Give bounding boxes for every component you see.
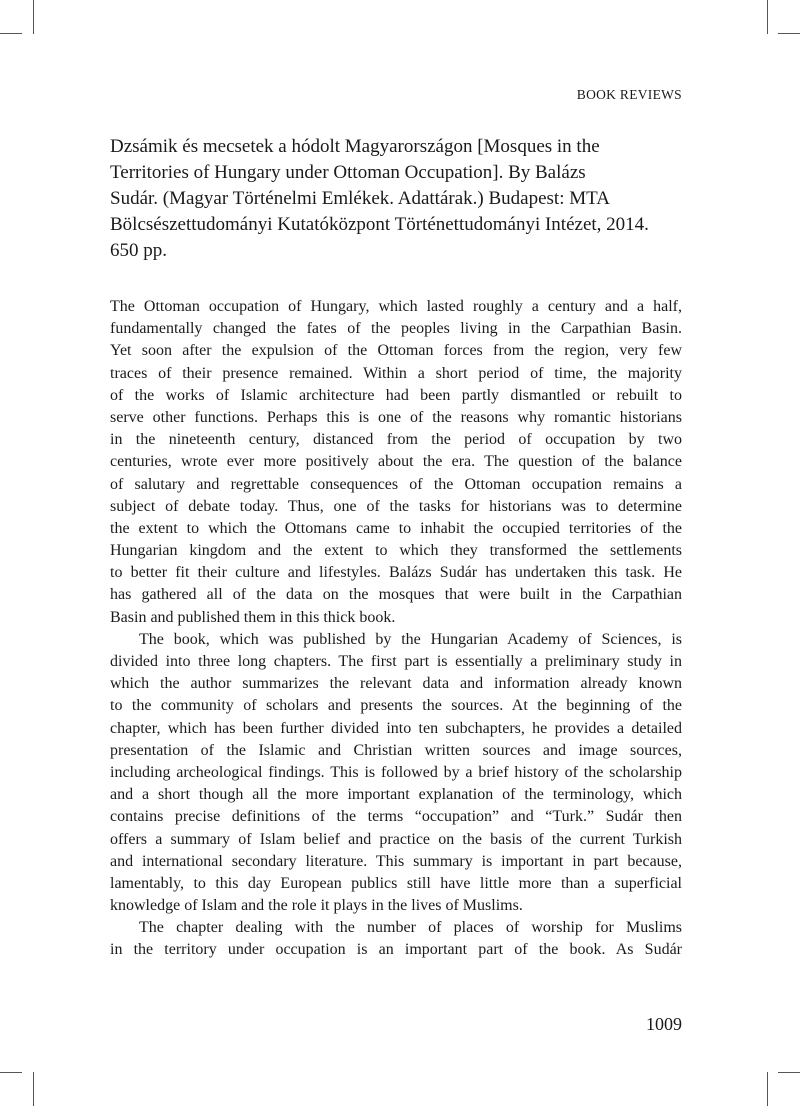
text-line: serve other functions. Perhaps this is one of the reasons why romantic historians xyxy=(110,408,682,426)
text-line: divided into three long chapters. The first part is essentially a preliminary study in xyxy=(110,653,682,670)
page-number: 1009 xyxy=(646,1014,682,1034)
text-line: and a short though all the more important explanation of the terminology, which xyxy=(110,786,682,804)
text-line: subject of debate today. Thus, one of the tasks for historians was to determine xyxy=(110,497,682,515)
text-line: centuries, wrote ever more positively about the era. The question of the balance xyxy=(110,453,682,471)
running-head: BOOK REVIEWS xyxy=(576,87,682,102)
text-line: and international secondary literature. This summary is important in part because, xyxy=(110,852,682,870)
text-line: Basin and published them in this thick book. xyxy=(110,608,396,626)
crop-mark-top-right-horizontal xyxy=(778,33,800,34)
crop-mark-top-right-vertical xyxy=(767,0,768,34)
text-line: including archeological findings. This is followed by a brief history of the scholarship xyxy=(110,763,682,781)
text-line: in the territory under occupation is an important part of the book. As Sudár xyxy=(110,941,682,959)
text-line: of the works of Islamic architecture had been partly dismantled or rebuilt to xyxy=(110,386,682,404)
text-line: The chapter dealing with the number of places of worship for Muslims xyxy=(139,919,682,937)
text-line: the extent to which the Ottomans came to inhabit the occupied territories of the xyxy=(110,519,682,537)
text-line: traces of their presence remained. Within a short period of time, the majority xyxy=(110,364,682,382)
text-line: Hungarian kingdom and the extent to which they transformed the settlements xyxy=(110,542,682,560)
citation-line: Dzsámik és mecsetek a hódolt Magyarországon [Mosques in the xyxy=(110,136,600,157)
crop-mark-bottom-left-vertical xyxy=(33,1072,34,1106)
text-line: knowledge of Islam and the role it plays in the lives of Muslims. xyxy=(110,897,523,915)
text-line: which the author summarizes the relevant data and information already known xyxy=(110,675,682,693)
citation-line: Sudár. (Magyar Történelmi Emlékek. Adattárak.) Budapest: MTA xyxy=(110,188,610,209)
paragraph-2 xyxy=(110,629,682,917)
text-line: in the nineteenth century, distanced from the period of occupation by two xyxy=(110,431,682,449)
crop-mark-bottom-left-horizontal xyxy=(0,1072,22,1073)
paragraph-1 xyxy=(110,296,682,629)
review-body xyxy=(110,296,682,962)
crop-mark-top-left-vertical xyxy=(33,0,34,34)
crop-mark-bottom-right-horizontal xyxy=(778,1072,800,1073)
citation-line: Territories of Hungary under Ottoman Occupation]. By Balázs xyxy=(110,162,586,183)
text-line: has gathered all of the data on the mosques that were built in the Carpathian xyxy=(110,586,682,604)
text-line: to better fit their culture and lifestyles. Balázs Sudár has undertaken this task. He xyxy=(110,564,682,582)
crop-mark-bottom-right-vertical xyxy=(767,1072,768,1106)
text-line: to the community of scholars and presents the sources. At the beginning of the xyxy=(110,697,682,715)
citation-line: 650 pp. xyxy=(110,240,167,261)
text-line: contains precise definitions of the terms “occupation” and “Turk.” Sudár then xyxy=(110,808,682,826)
paragraph-3 xyxy=(110,917,682,961)
text-line: of salutary and regrettable consequences of the Ottoman occupation remains a xyxy=(110,475,682,493)
text-line: chapter, which has been further divided into ten subchapters, he provides a detailed xyxy=(110,719,682,737)
text-line: presentation of the Islamic and Christian written sources and image sources, xyxy=(110,741,682,759)
text-line: The book, which was published by the Hungarian Academy of Sciences, is xyxy=(139,630,682,648)
text-line: The Ottoman occupation of Hungary, which lasted roughly a century and a half, xyxy=(110,298,682,315)
book-citation xyxy=(110,134,695,264)
text-line: offers a summary of Islam belief and practice on the basis of the current Turkish xyxy=(110,830,682,848)
text-line: fundamentally changed the fates of the peoples living in the Carpathian Basin. xyxy=(110,320,682,338)
text-line: lamentably, to this day European publics still have little more than a superficial xyxy=(110,874,682,892)
text-line: Yet soon after the expulsion of the Ottoman forces from the region, very few xyxy=(110,342,682,360)
crop-mark-top-left-horizontal xyxy=(0,33,22,34)
citation-line: Bölcsészettudományi Kutatóközpont Történettudományi Intézet, 2014. xyxy=(110,214,649,235)
